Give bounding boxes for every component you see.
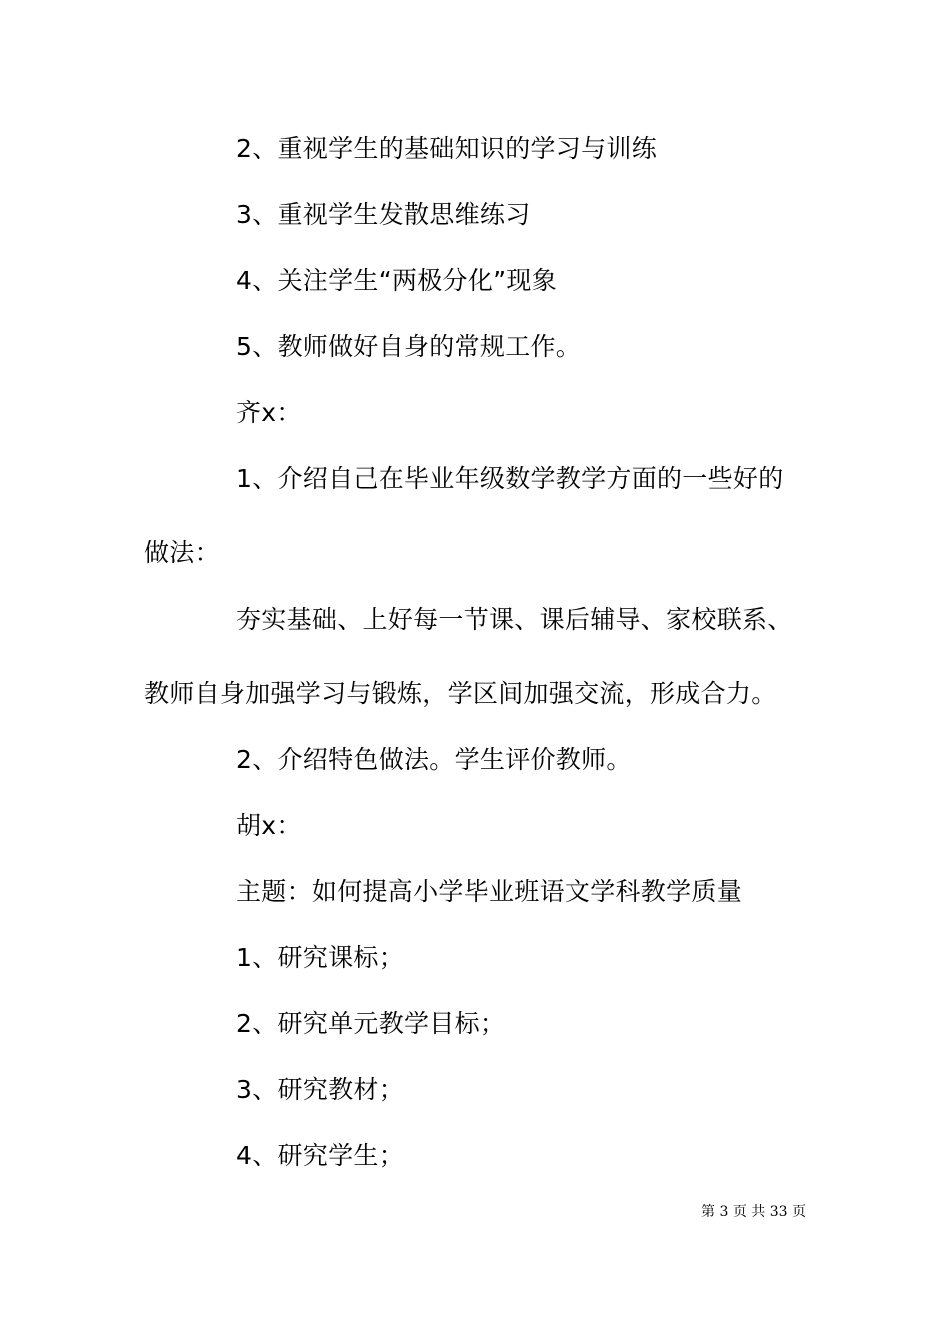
paragraph-line: 4、研究学生； — [236, 1141, 405, 1170]
paragraph-line: 3、重视学生发散思维练习 — [236, 200, 531, 229]
page-number-footer: 第 3 页 共 33 页 — [701, 1204, 806, 1220]
paragraph-line: 4、关注学生“两极分化”现象 — [236, 266, 558, 295]
paragraph-line: 2、介绍特色做法。学生评价教师。 — [236, 745, 632, 774]
speaker-heading: 齐x： — [236, 398, 302, 427]
paragraph-line: 做法： — [144, 538, 220, 567]
paragraph-line: 2、研究单元教学目标； — [236, 1009, 506, 1038]
paragraph-line: 教师自身加强学习与锻炼，学区间加强交流，形成合力。 — [144, 679, 777, 708]
topic-line: 主题：如何提高小学毕业班语文学科教学质量 — [236, 877, 743, 906]
paragraph-line: 5、教师做好自身的常规工作。 — [236, 332, 582, 361]
paragraph-line: 1、研究课标； — [236, 943, 405, 972]
speaker-heading: 胡x： — [236, 811, 302, 840]
paragraph-line: 2、重视学生的基础知识的学习与训练 — [236, 134, 658, 163]
paragraph-line: 3、研究教材； — [236, 1075, 405, 1104]
paragraph-line: 夯实基础、上好每一节课、课后辅导、家校联系、 — [236, 605, 793, 634]
paragraph-line: 1、介绍自己在毕业年级数学教学方面的一些好的 — [236, 464, 784, 493]
